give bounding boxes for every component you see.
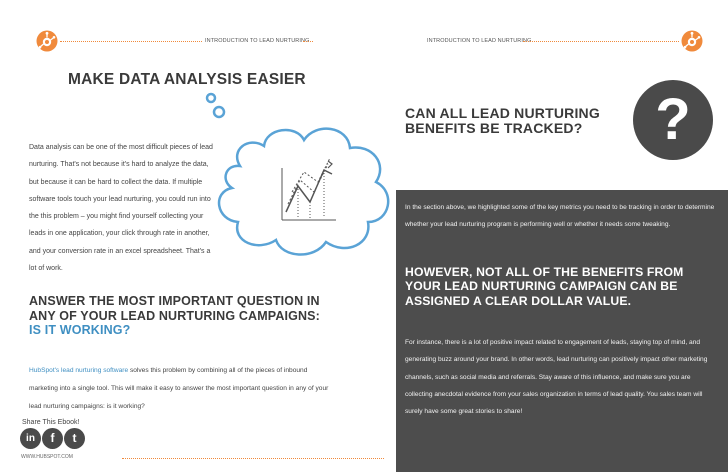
website-link[interactable]: WWW.HUBSPOT.COM xyxy=(21,454,73,460)
footer-rule xyxy=(122,458,384,459)
hubspot-sprocket-icon xyxy=(681,30,703,52)
trend-chart-icon xyxy=(282,158,336,220)
answer-question-heading-text: ANSWER THE MOST IMPORTANT QUESTION IN ANY OF YOUR LEAD NURTURING CAMPAIGNS: xyxy=(29,294,320,323)
positive-impact-paragraph: For instance, there is a lot of positive impact related to engagement of leads, staying top of mind, and generating buzz around your brand. In other words, lead nurturing can positively impact other marketing channels, such as social media and referrals. Stay aware of this influence, and make sure you are collecting anecdotal evidence from your sales organization in terms of lead quality. You sales team will surely have some great stories to share! xyxy=(405,339,708,416)
question-mark-icon: ? xyxy=(633,80,713,160)
linkedin-share-button[interactable]: in xyxy=(20,428,41,449)
page-title: MAKE DATA ANALYSIS EASIER xyxy=(68,71,306,88)
metrics-intro-paragraph: In the section above, we highlighted some of the key metrics you need to be tracking in order to determine whether your lead nurturing program is performing well or whether it needs some tweaking. xyxy=(405,204,715,228)
lead-nurturing-software-link[interactable]: HubSpot's lead nurturing software xyxy=(29,367,129,374)
header-rule-center xyxy=(303,41,313,42)
data-analysis-paragraph: Data analysis can be one of the most difficult pieces of lead nurturing. That's not because it's hard to analyze the data, but because it can be hard to collect the data. If multiple software tools touch your lead nurturing, you could run into the this problem – you might find yourself collecting your leads in one application, your click through rate in another, and your conversion rate in an excel spreadsheet. That's a lot of work. xyxy=(29,144,213,273)
hubspot-software-paragraph xyxy=(29,362,334,416)
running-head-right: INTRODUCTION TO LEAD NURTURING xyxy=(427,38,532,44)
running-head-left: INTRODUCTION TO LEAD NURTURING xyxy=(205,38,310,44)
hubspot-sprocket-icon xyxy=(36,30,58,52)
benefits-heading: HOWEVER, NOT ALL OF THE BENEFITS FROM YOUR LEAD NURTURING CAMPAIGN CAN BE ASSIGNED A CLEAR DOLLAR VALUE. xyxy=(405,265,684,308)
thought-cloud-chart-illustration xyxy=(200,88,405,273)
answer-question-heading xyxy=(29,294,339,338)
facebook-share-button[interactable]: f xyxy=(42,428,63,449)
header-rule-left xyxy=(60,41,202,42)
share-label: Share This Ebook! xyxy=(22,419,80,426)
hubspot-paragraph-text: solves this problem by combining all of the pieces of inbound marketing into a single tool. This will make it easy to answer the most important question in any of your lead nurturing campaigns: is it working? xyxy=(29,367,329,410)
twitter-share-button[interactable]: t xyxy=(64,428,85,449)
question-title: CAN ALL LEAD NURTURING BENEFITS BE TRACKED? xyxy=(405,105,600,136)
header-rule-right xyxy=(523,41,679,42)
is-it-working-highlight: IS IT WORKING? xyxy=(29,323,131,337)
